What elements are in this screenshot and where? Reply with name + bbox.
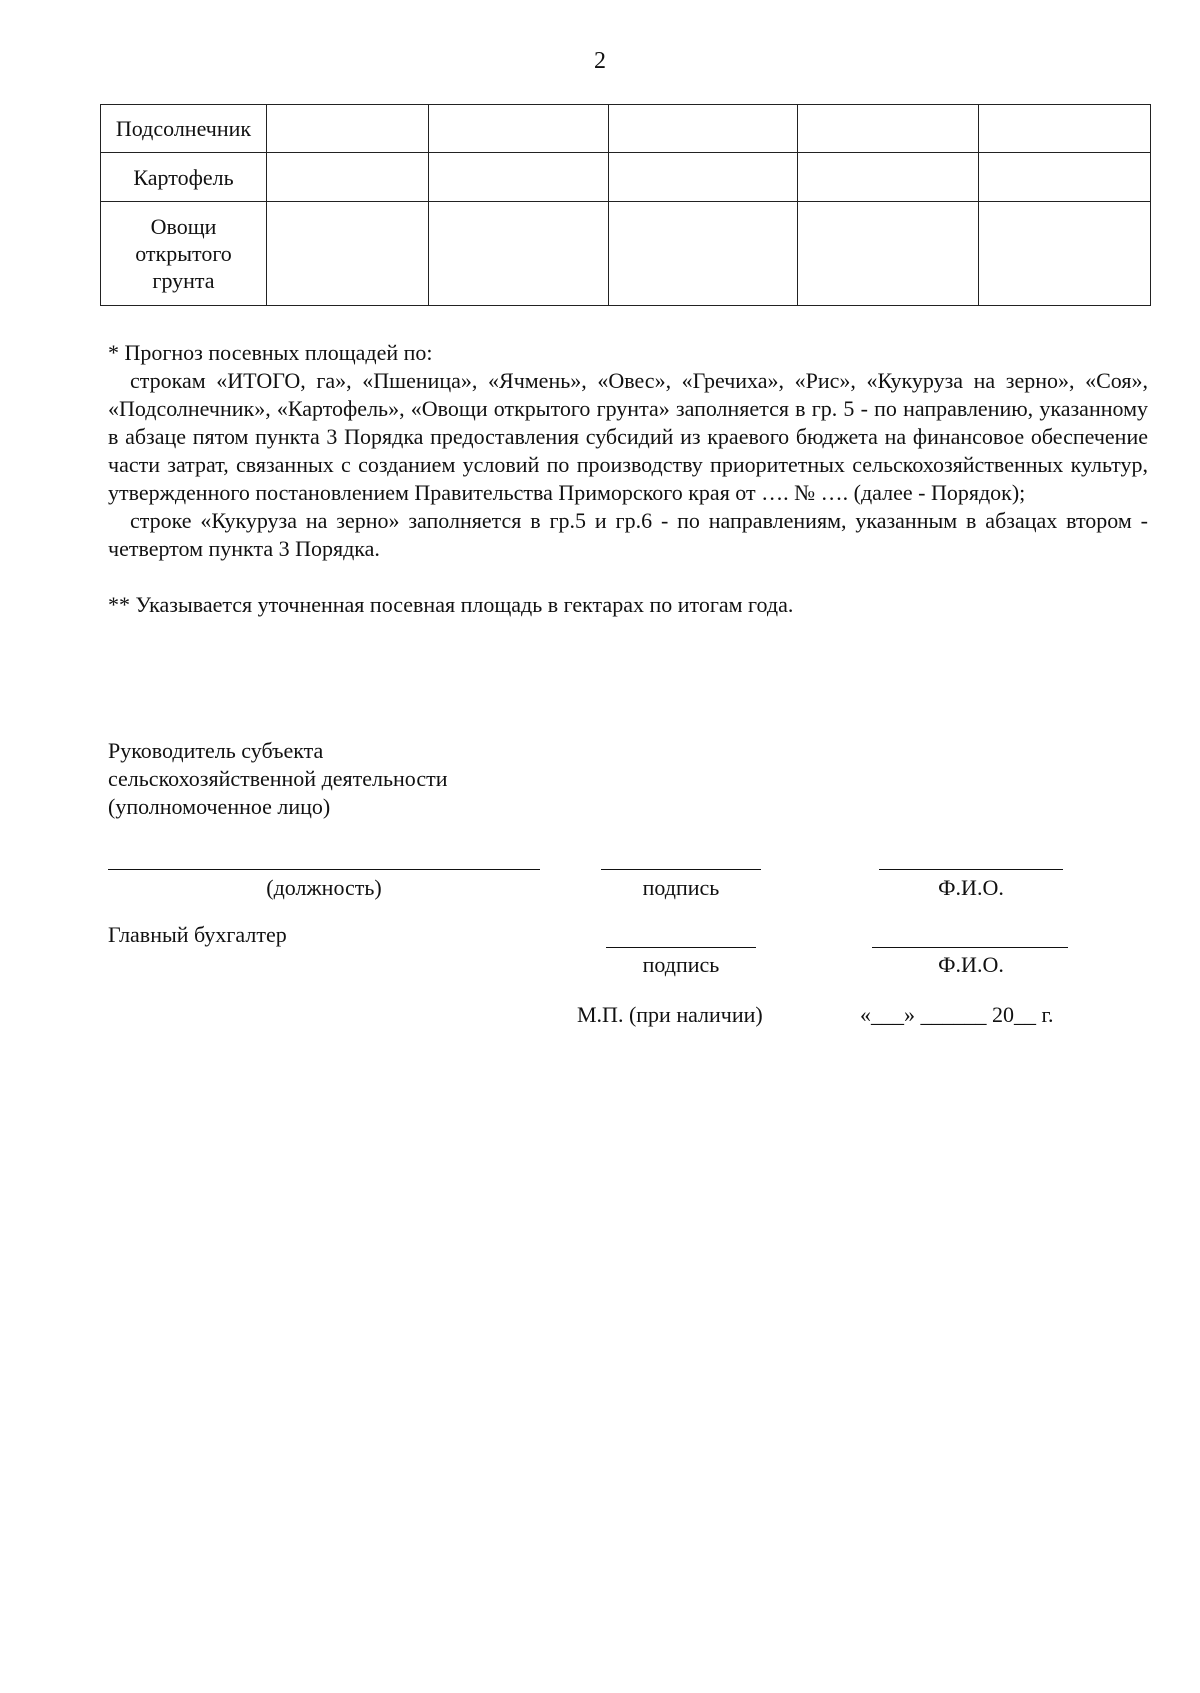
accountant-fio-label: Ф.И.О. xyxy=(938,952,1004,977)
table-cell[interactable] xyxy=(798,202,979,306)
table-cell[interactable] xyxy=(979,202,1151,306)
table-row xyxy=(101,105,1151,153)
accountant-signature-line xyxy=(606,947,756,948)
accountant-signature-label: подпись xyxy=(642,952,720,977)
signature-line xyxy=(601,869,761,870)
note2: ** Указывается уточненная посевная площадь в гектарах по итогам года. xyxy=(108,592,794,617)
table-cell[interactable] xyxy=(267,202,429,306)
fio-line xyxy=(879,869,1063,870)
footnotes xyxy=(108,339,1148,619)
table-cell[interactable] xyxy=(609,153,798,202)
position-line xyxy=(108,869,540,870)
table-cell[interactable] xyxy=(979,153,1151,202)
note1-paragraph-2: строке «Кукуруза на зерно» заполняется в гр.5 и гр.6 - по направлениям, указанным в абзацах втором - четвертом пункта 3 Порядка. xyxy=(108,508,1148,561)
table-cell[interactable] xyxy=(609,105,798,153)
table-row xyxy=(101,202,1151,306)
accountant-fio-line xyxy=(872,947,1068,948)
stamp-label: М.П. (при наличии) xyxy=(577,1002,763,1027)
head-title-line2: сельскохозяйственной деятельности xyxy=(108,766,448,791)
fio-label: Ф.И.О. xyxy=(938,875,1004,900)
table-cell[interactable] xyxy=(429,202,609,306)
table-cell[interactable] xyxy=(609,202,798,306)
table-cell[interactable] xyxy=(429,105,609,153)
table-cell[interactable] xyxy=(429,153,609,202)
position-label: (должность) xyxy=(266,875,382,900)
row-label: Подсолнечник xyxy=(101,105,267,153)
table-cell[interactable] xyxy=(979,105,1151,153)
table-cell[interactable] xyxy=(267,105,429,153)
note1-title: * Прогноз посевных площадей по: xyxy=(108,340,433,365)
table-cell[interactable] xyxy=(798,153,979,202)
signature-label: подпись xyxy=(642,875,720,900)
table-row xyxy=(101,153,1151,202)
head-title-line3: (уполномоченное лицо) xyxy=(108,794,331,819)
row-label: Картофель xyxy=(101,153,267,202)
head-title-line1: Руководитель субъекта xyxy=(108,738,324,763)
note1-paragraph: строкам «ИТОГО, га», «Пшеница», «Ячмень», «Овес», «Гречиха», «Рис», «Кукуруза на зерно», «Соя», «Подсолнечник», «Картофель», «Овощи открытого грунта» заполняется в гр. 5 - по направлению, указанному в абзаце пятом пункта 3 Порядка предоставления субсидий из краевого бюджета на финансовое обеспечение части затрат, связанных с созданием условий по производству приоритетных сельскохозяйственных культур, утвержденного постановлением Правительства Приморского края от …. № …. (далее - Порядок); xyxy=(108,368,1148,505)
date-field: «___» ______ 20__ г. xyxy=(860,1002,1054,1027)
crop-table xyxy=(100,104,1151,306)
accountant-label: Главный бухгалтер xyxy=(108,922,287,947)
page-number: 2 xyxy=(594,48,606,74)
row-label: Овощи открытого грунта xyxy=(101,202,267,306)
table-cell[interactable] xyxy=(267,153,429,202)
table-cell[interactable] xyxy=(798,105,979,153)
